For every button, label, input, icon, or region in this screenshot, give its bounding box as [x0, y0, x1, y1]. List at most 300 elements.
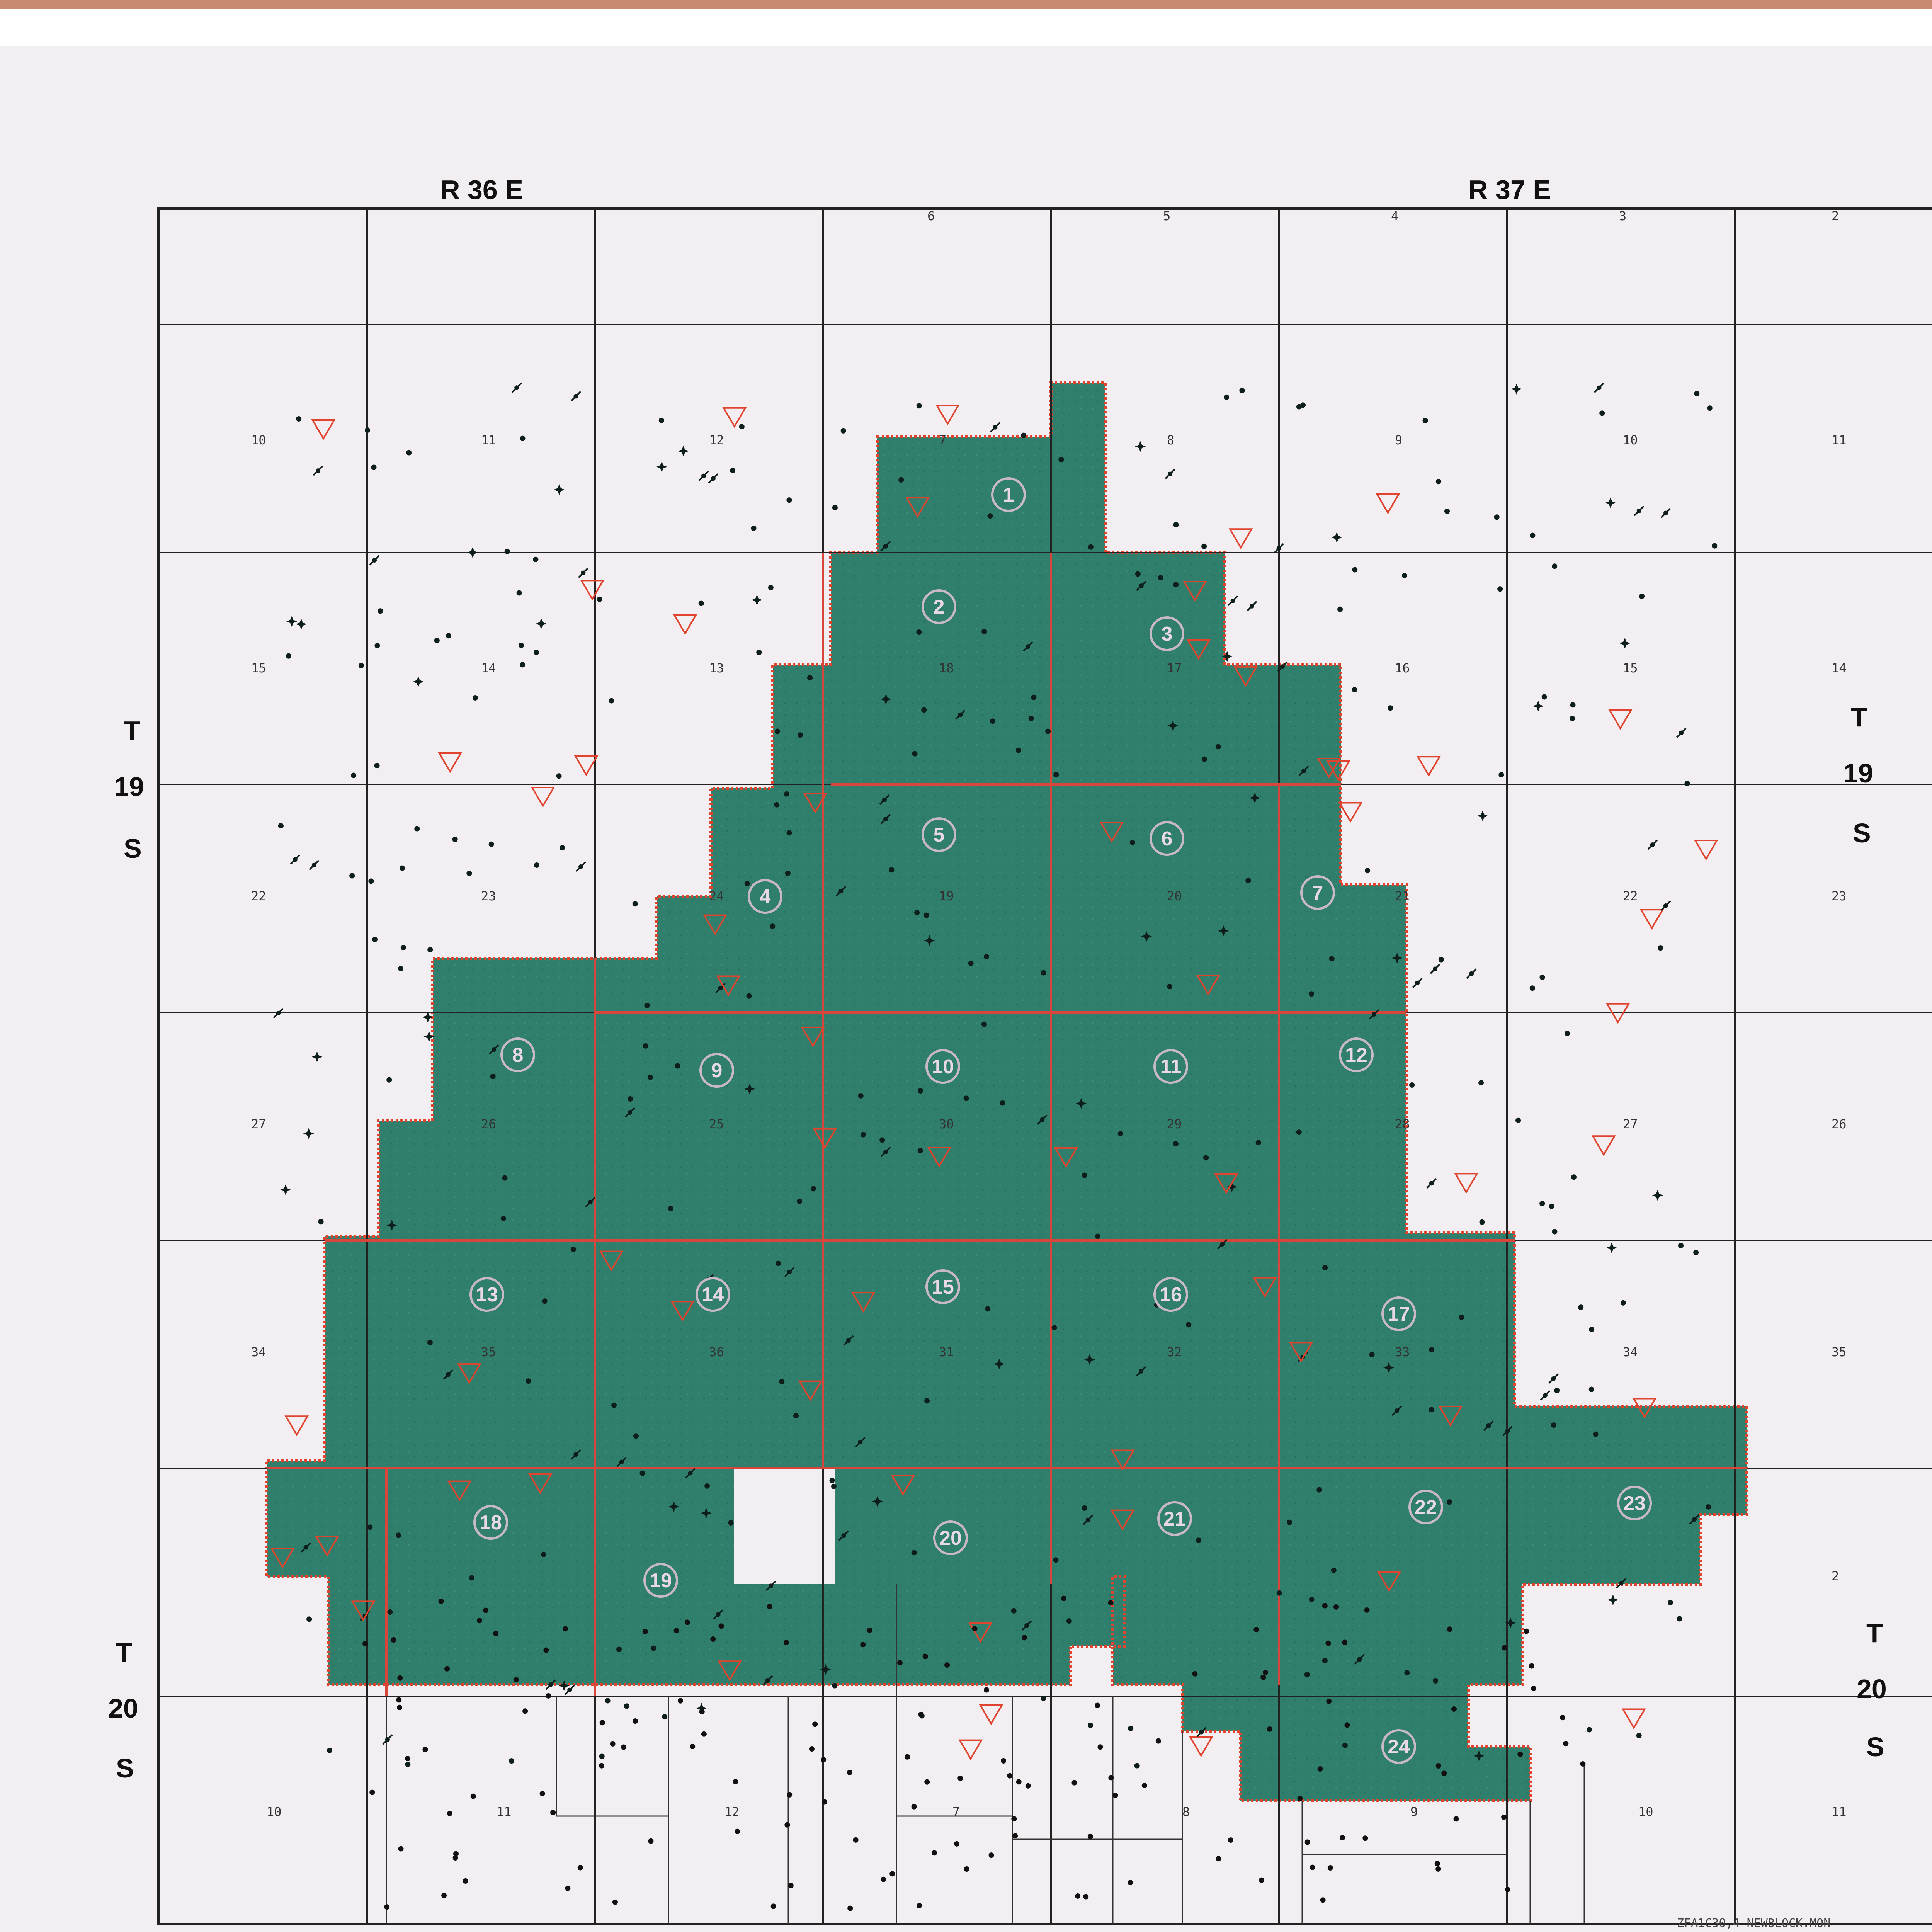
oil-well-icon: [733, 1779, 738, 1784]
section-number: 9: [1410, 1804, 1418, 1819]
block-number-marker: [1301, 876, 1334, 909]
oil-well-icon: [1309, 1597, 1315, 1602]
oil-well-icon: [912, 751, 917, 757]
range-label-east: R 37 E: [1468, 175, 1551, 205]
oil-well-icon: [989, 1852, 994, 1858]
section-number: 8: [1182, 1804, 1190, 1819]
oil-well-icon: [378, 608, 383, 614]
oil-well-icon: [1494, 514, 1500, 520]
oil-well-icon: [1454, 1816, 1459, 1821]
section-number: 18: [939, 661, 954, 675]
oil-well-icon: [1571, 1174, 1577, 1180]
injection-well-triangle-icon: [1418, 757, 1440, 775]
oil-well-icon: [1444, 509, 1450, 514]
oil-well-icon: [546, 1693, 551, 1699]
temporarily-abandoned-icon: [1634, 506, 1644, 515]
oil-well-icon: [1320, 1897, 1326, 1903]
block-number-marker: [1158, 1502, 1191, 1535]
oil-well-icon: [509, 1758, 514, 1764]
oil-well-icon: [473, 695, 478, 701]
block-number-marker: [502, 1039, 534, 1071]
block-number-marker: [1340, 1039, 1372, 1071]
oil-well-icon: [1621, 1300, 1626, 1306]
plugged-abandoned-icon: [1135, 441, 1146, 452]
oil-well-icon: [1083, 1894, 1088, 1900]
oil-well-icon: [396, 1532, 401, 1538]
oil-well-icon: [318, 1219, 324, 1224]
plugged-abandoned-icon: [286, 616, 297, 627]
section-number: 2: [1832, 1569, 1839, 1583]
section-number: 24: [709, 889, 724, 903]
oil-well-icon: [398, 966, 403, 971]
oil-well-icon: [621, 1744, 626, 1750]
block-number-label: 9: [711, 1060, 723, 1082]
block-number-label: 4: [759, 886, 771, 908]
oil-well-icon: [1329, 956, 1335, 961]
oil-well-icon: [1433, 1678, 1438, 1684]
plugged-abandoned-icon: [1619, 638, 1630, 649]
oil-well-icon: [434, 638, 440, 643]
oil-well-icon: [1678, 1243, 1684, 1248]
oil-well-icon: [917, 403, 922, 408]
oil-well-icon: [563, 1626, 568, 1631]
oil-well-icon: [784, 791, 789, 797]
oil-well-icon: [1322, 1658, 1328, 1663]
oil-well-icon: [914, 910, 920, 915]
oil-well-icon: [517, 590, 522, 596]
oil-well-icon: [1135, 571, 1141, 577]
oil-well-icon: [550, 1810, 556, 1815]
section-number: 17: [1167, 661, 1182, 675]
injection-well-triangle-icon: [960, 1740, 981, 1759]
oil-well-icon: [701, 1731, 707, 1737]
section-number: 15: [1623, 661, 1638, 675]
block-number-label: 19: [650, 1570, 672, 1592]
temporarily-abandoned-icon: [709, 474, 718, 483]
oil-well-icon: [1570, 702, 1575, 707]
oil-well-icon: [427, 1340, 433, 1345]
oil-well-icon: [1498, 772, 1504, 777]
section-number: 16: [1395, 661, 1410, 675]
oil-well-icon: [396, 1697, 401, 1702]
block-number-marker: [697, 1278, 729, 1311]
oil-well-icon: [1001, 1758, 1006, 1764]
oil-well-icon: [917, 1903, 922, 1908]
oil-well-icon: [1404, 1670, 1410, 1675]
block-number-label: 14: [702, 1284, 724, 1306]
oil-well-icon: [1287, 1520, 1292, 1525]
plugged-abandoned-icon: [752, 595, 762, 605]
oil-well-icon: [1011, 1816, 1017, 1821]
plugged-abandoned-icon: [312, 1051, 323, 1062]
oil-well-icon: [788, 1883, 794, 1888]
township-t20-right-s: S: [1866, 1732, 1884, 1762]
injection-well-triangle-icon: [1593, 1136, 1614, 1155]
injection-well-triangle-icon: [1609, 710, 1631, 728]
township-t19-right-s: S: [1853, 818, 1871, 848]
oil-well-icon: [628, 1096, 633, 1102]
oil-well-icon: [1451, 1706, 1457, 1712]
oil-well-icon: [1439, 957, 1444, 963]
oil-well-icon: [1342, 1743, 1348, 1748]
oil-well-icon: [924, 913, 929, 918]
oil-well-icon: [514, 1677, 519, 1682]
oil-well-icon: [543, 1648, 549, 1653]
section-number: 28: [1395, 1117, 1410, 1131]
section-number: 25: [709, 1117, 724, 1131]
oil-well-icon: [861, 1132, 866, 1137]
non-unit-area: [734, 1468, 835, 1584]
block-number-label: 5: [933, 824, 945, 846]
oil-well-icon: [964, 1866, 969, 1872]
oil-well-icon: [1128, 1726, 1133, 1731]
oil-well-icon: [1007, 1773, 1012, 1779]
oil-well-icon: [879, 1137, 885, 1143]
oil-well-icon: [1706, 1504, 1711, 1510]
oil-well-icon: [787, 1792, 792, 1798]
oil-well-icon: [747, 993, 752, 999]
oil-well-icon: [414, 826, 420, 832]
block-number-label: 8: [512, 1044, 524, 1066]
oil-well-icon: [1066, 1618, 1072, 1624]
oil-well-icon: [1369, 1352, 1375, 1357]
oil-well-icon: [351, 772, 356, 778]
oil-well-icon: [1352, 567, 1357, 573]
range-label-west: R 36 E: [440, 175, 523, 205]
oil-well-icon: [597, 597, 602, 602]
section-number: 11: [1832, 433, 1847, 447]
oil-well-icon: [477, 1618, 482, 1623]
oil-well-icon: [278, 823, 284, 828]
oil-well-icon: [453, 1855, 458, 1861]
oil-well-icon: [534, 650, 539, 655]
oil-well-icon: [1156, 1738, 1161, 1744]
oil-well-icon: [768, 585, 774, 590]
temporarily-abandoned-icon: [1549, 1374, 1558, 1383]
oil-well-icon: [1316, 1487, 1322, 1493]
oil-well-icon: [981, 629, 987, 634]
oil-well-icon: [1478, 1080, 1484, 1085]
oil-well-icon: [1712, 543, 1717, 549]
section-number: 12: [709, 433, 724, 447]
oil-well-icon: [1071, 1780, 1077, 1786]
oil-well-icon: [1328, 1865, 1333, 1871]
oil-well-icon: [633, 1433, 639, 1439]
oil-well-icon: [774, 802, 779, 808]
section-number: 7: [952, 1804, 960, 1819]
oil-well-icon: [391, 1637, 396, 1643]
oil-well-icon: [1429, 1407, 1434, 1412]
oil-well-icon: [1436, 479, 1441, 484]
oil-well-icon: [610, 1741, 616, 1747]
block-number-marker: [934, 1522, 967, 1554]
section-number: 19: [939, 889, 954, 903]
oil-well-icon: [1031, 695, 1036, 700]
oil-well-icon: [1540, 975, 1545, 980]
oil-well-icon: [534, 862, 539, 868]
oil-well-icon: [1173, 522, 1179, 527]
oil-well-icon: [771, 1903, 776, 1909]
oil-well-icon: [1515, 1118, 1521, 1123]
plugged-abandoned-icon: [678, 446, 689, 456]
oil-well-icon: [1088, 1723, 1093, 1728]
oil-well-icon: [1098, 1744, 1103, 1750]
oil-well-icon: [1082, 1505, 1087, 1511]
oil-well-icon: [1459, 1315, 1464, 1320]
section-number: 10: [1623, 433, 1638, 447]
oil-well-icon: [1045, 729, 1051, 734]
oil-well-icon: [1304, 1672, 1310, 1677]
oil-well-icon: [918, 1088, 923, 1094]
oil-well-icon: [668, 1206, 673, 1211]
oil-well-icon: [371, 464, 376, 470]
oil-well-icon: [1134, 1763, 1140, 1769]
oil-well-icon: [798, 732, 803, 738]
oil-well-icon: [867, 1628, 872, 1633]
section-number: 10: [1638, 1804, 1653, 1819]
oil-well-icon: [1259, 1878, 1264, 1883]
oil-well-icon: [1530, 533, 1535, 538]
oil-well-icon: [1297, 1796, 1303, 1801]
section-number: 4: [1391, 209, 1399, 223]
oil-well-icon: [898, 477, 904, 483]
oil-well-icon: [643, 1043, 648, 1049]
oil-well-icon: [520, 436, 526, 441]
oil-well-icon: [767, 1604, 772, 1609]
oil-well-icon: [296, 416, 301, 422]
block-number-marker: [749, 880, 781, 913]
oil-well-icon: [1041, 1696, 1046, 1701]
injection-well-triangle-icon: [313, 420, 334, 439]
oil-well-icon: [643, 1629, 648, 1634]
oil-well-icon: [386, 1077, 392, 1083]
injection-well-triangle-icon: [724, 408, 745, 427]
oil-well-icon: [1296, 404, 1302, 410]
oil-well-icon: [387, 1609, 393, 1615]
block-number-label: 1: [1003, 484, 1014, 506]
oil-well-icon: [1551, 1422, 1556, 1428]
plugged-abandoned-icon: [303, 1128, 314, 1139]
section-number: 7: [939, 433, 947, 447]
oil-well-icon: [972, 1626, 978, 1631]
township-t20-left-num: 20: [108, 1693, 138, 1723]
oil-well-icon: [831, 1484, 837, 1489]
oil-well-icon: [522, 1708, 528, 1714]
oil-well-icon: [1565, 1031, 1570, 1036]
oil-well-icon: [1563, 1741, 1568, 1746]
oil-well-icon: [405, 1756, 410, 1761]
block-number-marker: [645, 1564, 677, 1597]
township-t19-left-s: S: [124, 833, 142, 864]
township-t19-left-num: 19: [114, 772, 144, 802]
oil-well-icon: [493, 1631, 498, 1636]
oil-well-icon: [542, 1298, 548, 1304]
temporarily-abandoned-icon: [576, 862, 585, 871]
oil-well-icon: [1331, 1568, 1337, 1573]
oil-well-icon: [1026, 1783, 1031, 1789]
injection-well-triangle-icon: [674, 615, 696, 633]
oil-well-icon: [1203, 1155, 1209, 1160]
oil-well-icon: [1196, 1537, 1201, 1543]
oil-well-icon: [651, 1646, 656, 1651]
oil-well-icon: [571, 1247, 576, 1252]
oil-well-icon: [397, 1675, 403, 1681]
oil-well-icon: [556, 773, 562, 779]
temporarily-abandoned-icon: [571, 391, 580, 401]
block-number-marker: [1618, 1487, 1651, 1519]
temporarily-abandoned-icon: [990, 423, 1000, 432]
oil-well-icon: [578, 1865, 583, 1871]
oil-well-icon: [718, 1623, 724, 1629]
oil-well-icon: [916, 629, 922, 635]
unit-area: [267, 383, 1747, 1801]
oil-well-icon: [905, 1754, 910, 1760]
oil-well-icon: [964, 1095, 969, 1101]
plugged-abandoned-icon: [1477, 810, 1488, 821]
oil-well-icon: [1530, 985, 1535, 991]
section-number: 9: [1395, 433, 1403, 447]
oil-well-icon: [1053, 772, 1059, 777]
oil-well-icon: [1694, 391, 1699, 396]
section-number: 13: [709, 661, 724, 675]
section-number: 33: [1395, 1345, 1410, 1359]
oil-well-icon: [648, 1075, 653, 1080]
oil-well-icon: [1684, 781, 1690, 786]
section-number: 11: [481, 433, 496, 447]
oil-well-icon: [924, 1779, 930, 1785]
oil-well-icon: [807, 675, 813, 680]
oil-well-icon: [1245, 878, 1251, 883]
oil-well-icon: [1021, 433, 1026, 438]
oil-well-icon: [1088, 1834, 1093, 1839]
oil-well-icon: [560, 845, 565, 850]
oil-well-icon: [832, 505, 838, 510]
oil-well-icon: [1128, 1880, 1133, 1885]
oil-well-icon: [830, 1478, 835, 1483]
injection-well-triangle-icon: [980, 1705, 1002, 1724]
oil-well-icon: [639, 1471, 645, 1476]
oil-well-icon: [841, 428, 846, 434]
oil-well-icon: [1216, 1856, 1221, 1861]
oil-well-icon: [784, 1640, 789, 1645]
injection-well-triangle-icon: [286, 1416, 308, 1435]
oil-well-icon: [809, 1746, 815, 1752]
oil-well-icon: [1447, 1626, 1452, 1632]
oil-well-icon: [1267, 1726, 1272, 1732]
block-number-marker: [992, 478, 1025, 511]
oil-well-icon: [609, 698, 614, 704]
plugged-abandoned-icon: [280, 1184, 291, 1195]
oil-well-icon: [439, 1599, 444, 1604]
oil-well-icon: [365, 427, 370, 433]
temporarily-abandoned-icon: [1648, 840, 1657, 849]
block-number-label: 7: [1312, 882, 1323, 904]
block-number-marker: [927, 1050, 959, 1083]
township-t19-right-num: 19: [1843, 758, 1873, 788]
oil-well-icon: [599, 1754, 605, 1759]
oil-well-icon: [367, 1524, 372, 1530]
oil-well-icon: [981, 1022, 987, 1027]
oil-well-icon: [401, 945, 406, 950]
oil-well-icon: [612, 1900, 618, 1905]
oil-well-icon: [984, 1687, 989, 1693]
oil-well-icon: [1423, 418, 1428, 423]
oil-well-icon: [889, 1871, 895, 1876]
oil-well-icon: [397, 1705, 402, 1710]
oil-well-icon: [1088, 544, 1094, 550]
oil-well-icon: [1593, 1432, 1599, 1437]
oil-well-icon: [505, 549, 510, 554]
section-number: 10: [267, 1804, 282, 1819]
block-number-label: 16: [1160, 1284, 1182, 1306]
oil-well-icon: [699, 1709, 705, 1714]
oil-well-icon: [897, 1660, 903, 1665]
oil-well-icon: [599, 1763, 604, 1769]
block-number-marker: [1155, 1050, 1187, 1083]
oil-well-icon: [541, 1552, 546, 1557]
oil-well-icon: [1095, 1702, 1100, 1708]
temporarily-abandoned-icon: [383, 1735, 392, 1744]
section-number: 27: [251, 1117, 266, 1131]
oil-well-icon: [1016, 748, 1021, 753]
oil-well-icon: [957, 1776, 963, 1781]
section-number: 31: [939, 1345, 954, 1359]
block-number-marker: [1151, 822, 1183, 855]
section-number: 29: [1167, 1117, 1182, 1131]
injection-well-triangle-icon: [582, 580, 603, 599]
oil-well-icon: [1707, 405, 1713, 411]
section-number: 34: [251, 1345, 266, 1359]
temporarily-abandoned-icon: [1247, 602, 1257, 611]
oil-well-icon: [751, 526, 756, 531]
temporarily-abandoned-icon: [512, 383, 521, 392]
injection-well-triangle-icon: [1455, 1173, 1477, 1192]
oil-well-icon: [918, 1712, 924, 1717]
oil-well-icon: [1539, 1201, 1545, 1206]
oil-well-icon: [944, 1662, 950, 1668]
section-number: 23: [481, 889, 496, 903]
injection-well-triangle-icon: [1340, 803, 1361, 821]
oil-well-icon: [1658, 945, 1663, 951]
oil-well-icon: [1011, 1608, 1017, 1614]
oil-well-icon: [881, 1877, 886, 1882]
oil-well-icon: [471, 1794, 476, 1799]
injection-well-triangle-icon: [1623, 1709, 1645, 1728]
oil-well-icon: [1326, 1699, 1332, 1704]
oil-well-icon: [932, 1850, 937, 1855]
township-t20-right-t: T: [1866, 1618, 1883, 1648]
oil-well-icon: [400, 866, 405, 871]
oil-well-icon: [730, 468, 735, 473]
oil-well-icon: [605, 1698, 611, 1703]
temporarily-abandoned-icon: [1677, 728, 1686, 738]
temporarily-abandoned-icon: [1541, 1391, 1550, 1400]
oil-well-icon: [1529, 1663, 1534, 1669]
block-number-label: 2: [933, 596, 945, 618]
oil-well-icon: [832, 1683, 837, 1689]
temporarily-abandoned-icon: [313, 466, 323, 475]
oil-well-icon: [1587, 1727, 1592, 1732]
oil-well-icon: [490, 1074, 496, 1079]
oil-well-icon: [1524, 1629, 1529, 1634]
oil-well-icon: [985, 1306, 990, 1311]
oil-well-icon: [447, 1811, 452, 1816]
block-number-marker: [471, 1278, 503, 1311]
oil-well-icon: [847, 1906, 853, 1911]
oil-well-icon: [1542, 694, 1547, 700]
oil-well-icon: [662, 1714, 667, 1719]
plugged-abandoned-icon: [1332, 532, 1342, 543]
